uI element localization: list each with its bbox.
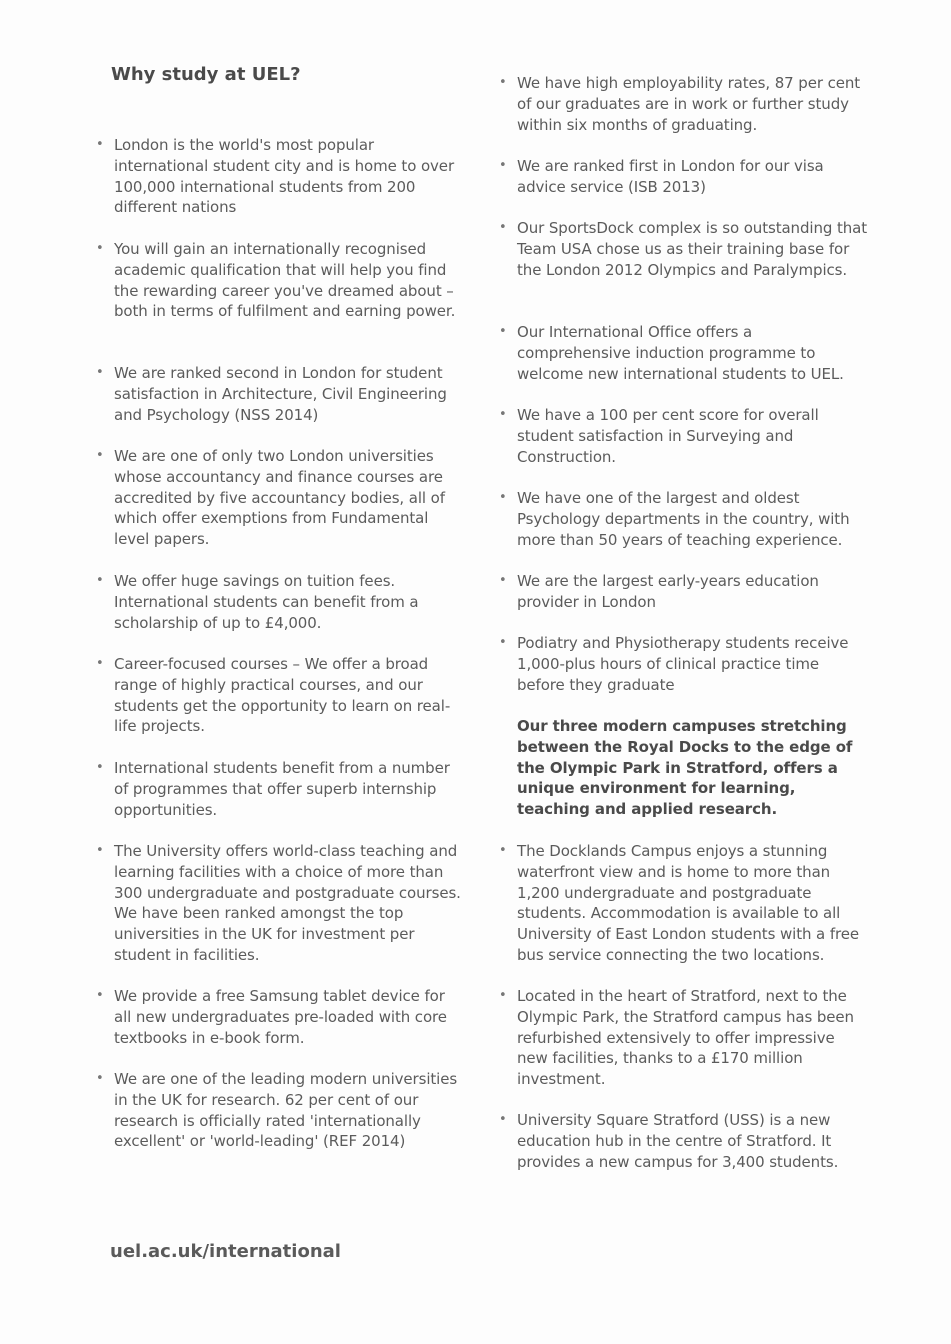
list-item-text: We are the largest early-years education provider in London bbox=[517, 572, 819, 611]
bullet: • bbox=[96, 573, 104, 588]
list-item bbox=[96, 758, 462, 820]
bullet: • bbox=[96, 365, 104, 380]
bullet: • bbox=[499, 573, 507, 588]
list-item-text: We are ranked second in London for student satisfaction in Architecture, Civil Engineering and Psychology (NSS 2014) bbox=[114, 364, 447, 424]
list-item bbox=[499, 488, 869, 550]
list-item bbox=[96, 1069, 462, 1152]
bullet: • bbox=[96, 241, 104, 256]
list-item bbox=[96, 571, 462, 633]
list-item-text: We are ranked first in London for our visa advice service (ISB 2013) bbox=[517, 157, 824, 196]
list-item bbox=[499, 633, 869, 695]
bullet: • bbox=[96, 448, 104, 463]
bullet: • bbox=[499, 75, 507, 90]
bullet: • bbox=[96, 1071, 104, 1086]
bullet: • bbox=[499, 158, 507, 173]
list-item-text: Our International Office offers a comprehensive induction programme to welcome new international students to UEL. bbox=[517, 323, 844, 383]
list-item-text: Podiatry and Physiotherapy students receive 1,000-plus hours of clinical practice time before they graduate bbox=[517, 634, 849, 694]
list-item-text: We provide a free Samsung tablet device for all new undergraduates pre-loaded with core textbooks in e-book form. bbox=[114, 987, 447, 1047]
bullet: • bbox=[499, 220, 507, 235]
bullet: • bbox=[499, 843, 507, 858]
list-item-text: We have one of the largest and oldest Psychology departments in the country, with more than 50 years of teaching experience. bbox=[517, 489, 850, 549]
list-item bbox=[499, 571, 869, 613]
list-item bbox=[499, 218, 869, 280]
list-item-text: London is the world's most popular international student city and is home to over 100,000 international students from 200 different nations bbox=[114, 136, 455, 217]
list-item bbox=[499, 841, 869, 966]
list-item-text: Our SportsDock complex is so outstanding that Team USA chose us as their training base for the London 2012 Olympics and Paralympics. bbox=[517, 219, 868, 279]
bullet: • bbox=[499, 1112, 507, 1127]
list-item-text: The Docklands Campus enjoys a stunning waterfront view and is home to more than 1,200 undergraduate and postgraduate students. Accommodation is available to all University of East London students with a free bus service connecting the two locations. bbox=[517, 842, 859, 964]
bullet: • bbox=[499, 988, 507, 1003]
list-item bbox=[499, 986, 869, 1090]
list-item-text: We are one of only two London universities whose accountancy and finance courses are accredited by five accountancy bodies, all of which offer exemptions from Fundamental level papers. bbox=[114, 447, 445, 549]
list-item bbox=[96, 446, 462, 550]
footer-url: uel.ac.uk/international bbox=[110, 1241, 341, 1262]
list-item-text: Career-focused courses – We offer a broad range of highly practical courses, and our students get the opportunity to learn on real-life projects. bbox=[114, 655, 451, 736]
bullet: • bbox=[96, 137, 104, 152]
list-item bbox=[499, 405, 869, 467]
list-item-text: We are one of the leading modern universities in the UK for research. 62 per cent of our research is officially rated 'internationally excellent' or 'world-leading' (REF 2014) bbox=[114, 1070, 458, 1151]
bullet: • bbox=[499, 407, 507, 422]
list-item bbox=[96, 841, 462, 966]
bullet: • bbox=[96, 656, 104, 671]
list-item bbox=[499, 73, 869, 135]
list-item bbox=[499, 156, 869, 198]
bullet: • bbox=[96, 988, 104, 1003]
list-item bbox=[96, 654, 462, 737]
bullet: • bbox=[96, 760, 104, 775]
bullet: • bbox=[499, 635, 507, 650]
bullet: • bbox=[499, 324, 507, 339]
bullet: • bbox=[96, 843, 104, 858]
list-item bbox=[96, 239, 462, 322]
list-item-text: The University offers world-class teaching and learning facilities with a choice of more than 300 undergraduate and postgraduate courses. We have been ranked amongst the top universities in the UK for investment per student in facilities. bbox=[114, 842, 461, 964]
list-item-text: We have a 100 per cent score for overall student satisfaction in Surveying and Construction. bbox=[517, 406, 819, 466]
list-item bbox=[96, 363, 462, 425]
bullet: • bbox=[499, 490, 507, 505]
list-item-text: Located in the heart of Stratford, next to the Olympic Park, the Stratford campus has been refurbished extensively to offer impressive new facilities, thanks to a £170 million investment. bbox=[517, 987, 854, 1089]
list-item-text: We have high employability rates, 87 per cent of our graduates are in work or further study within six months of graduating. bbox=[517, 74, 861, 134]
page-title: Why study at UEL? bbox=[111, 64, 301, 85]
list-item bbox=[499, 322, 869, 384]
list-item-text: You will gain an internationally recognised academic qualification that will help you find the rewarding career you've dreamed about – both in terms of fulfilment and earning power. bbox=[114, 240, 456, 321]
list-item bbox=[96, 135, 462, 218]
list-item-text: University Square Stratford (USS) is a new education hub in the centre of Stratford. It provides a new campus for 3,400 students. bbox=[517, 1111, 839, 1171]
list-item-text: International students benefit from a number of programmes that offer superb internship opportunities. bbox=[114, 759, 450, 819]
list-item-text: We offer huge savings on tuition fees. International students can benefit from a scholarship of up to £4,000. bbox=[114, 572, 419, 632]
list-item bbox=[499, 1110, 869, 1172]
list-item bbox=[96, 986, 462, 1048]
campus-intro: Our three modern campuses stretching between the Royal Docks to the edge of the Olympic Park in Stratford, offers a unique environment for learning, teaching and applied research. bbox=[517, 717, 853, 819]
